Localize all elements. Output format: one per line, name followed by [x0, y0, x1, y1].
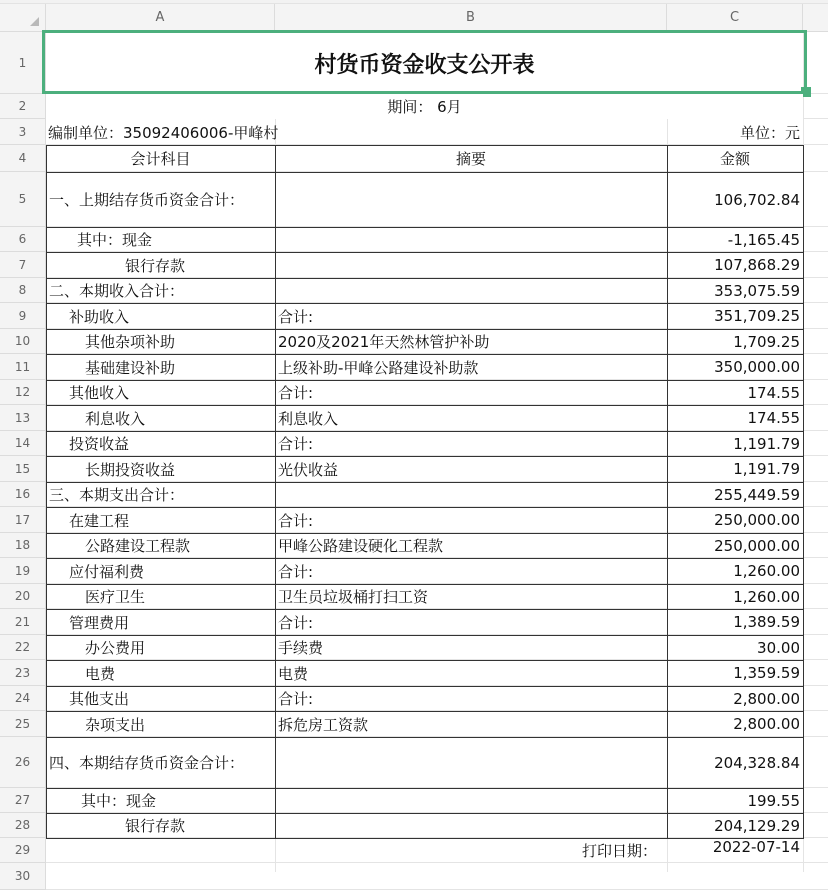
column-header-spare	[803, 4, 828, 32]
row-summary[interactable]: 合计:	[278, 511, 314, 530]
row-summary[interactable]	[275, 737, 667, 788]
table-border	[46, 533, 803, 534]
table-border	[46, 278, 803, 279]
table-border	[46, 172, 803, 173]
row-amount[interactable]: 1,191.79	[733, 434, 800, 453]
row-header[interactable]: 12	[0, 380, 46, 405]
print-date-value[interactable]: 2022-07-14	[712, 838, 800, 856]
row-amount[interactable]: 204,129.29	[714, 816, 800, 835]
row-summary[interactable]: 合计:	[278, 562, 314, 581]
row-account[interactable]: 其中：现金	[81, 792, 157, 810]
table-border	[275, 145, 276, 839]
table-border	[46, 660, 803, 661]
row-header[interactable]: 30	[0, 863, 46, 890]
row-summary[interactable]: 合计:	[278, 384, 314, 402]
row-amount[interactable]: 30.00	[757, 638, 800, 657]
row-summary[interactable]	[275, 227, 667, 252]
table-border	[46, 456, 803, 457]
selection-border	[42, 30, 807, 94]
row-account[interactable]: 电费	[85, 664, 116, 683]
row-summary[interactable]	[275, 172, 667, 227]
row-amount[interactable]: 350,000.00	[714, 358, 800, 376]
row-header[interactable]: 28	[0, 813, 46, 838]
table-border	[46, 635, 803, 636]
row-summary[interactable]	[275, 813, 667, 838]
column-header-a[interactable]: A	[46, 4, 275, 32]
row-summary[interactable]: 电费	[278, 664, 309, 683]
row-account[interactable]: 其他支出	[69, 690, 130, 708]
table-border	[46, 558, 803, 559]
print-date-label[interactable]: 打印日期：	[581, 842, 657, 860]
row-header[interactable]: 8	[0, 278, 46, 303]
row-amount[interactable]: 174.55	[747, 409, 800, 427]
currency-unit[interactable]: 单位：元	[739, 123, 800, 142]
row-account[interactable]: 基础建设补助	[85, 358, 176, 377]
table-border	[46, 145, 803, 146]
table-border	[46, 303, 803, 304]
row-amount[interactable]: 1,709.25	[733, 332, 800, 351]
table-border	[46, 431, 803, 432]
table-border	[803, 145, 804, 839]
row-amount[interactable]: 2,800.00	[733, 689, 800, 708]
row-account[interactable]: 补助收入	[69, 307, 130, 326]
row-amount[interactable]: 250,000.00	[714, 511, 800, 529]
row-summary[interactable]: 拆危房工资款	[278, 715, 369, 734]
row-header[interactable]: 1	[0, 32, 46, 94]
row-account[interactable]: 医疗卫生	[85, 588, 146, 606]
period-label[interactable]: 期间： 6月	[46, 94, 803, 119]
table-border	[46, 252, 803, 253]
row-amount[interactable]: 174.55	[747, 383, 800, 402]
row-header[interactable]: 20	[0, 584, 46, 609]
row-amount[interactable]: 1,191.79	[733, 460, 800, 478]
table-border	[46, 354, 803, 355]
row-header[interactable]: 24	[0, 686, 46, 711]
row-summary[interactable]: 合计:	[278, 435, 314, 453]
row-account[interactable]: 杂项支出	[85, 715, 146, 734]
row-summary[interactable]: 2020及2021年天然林管护补助	[278, 333, 490, 351]
row-header[interactable]: 23	[0, 660, 46, 686]
row-header[interactable]: 13	[0, 405, 46, 431]
row-amount[interactable]: 255,449.59	[714, 485, 800, 504]
table-border	[46, 711, 803, 712]
header-summary[interactable]: 摘要	[455, 150, 486, 168]
row-header[interactable]: 25	[0, 711, 46, 737]
table-border	[46, 145, 47, 839]
table-border	[46, 737, 803, 738]
row-header[interactable]: 11	[0, 354, 46, 380]
row-account[interactable]: 一、上期结存货币资金合计：	[49, 191, 245, 209]
row-header[interactable]: 9	[0, 303, 46, 329]
grid-row	[46, 863, 828, 890]
row-summary[interactable]: 合计:	[278, 613, 314, 632]
row-summary[interactable]	[275, 482, 667, 507]
row-account[interactable]: 其他收入	[69, 384, 130, 402]
row-header[interactable]: 7	[0, 252, 46, 278]
row-summary[interactable]: 手续费	[278, 639, 324, 657]
row-header[interactable]: 14	[0, 431, 46, 456]
row-header[interactable]: 4	[0, 145, 46, 172]
row-account[interactable]: 办公费用	[85, 639, 146, 657]
row-account[interactable]: 应付福利费	[69, 562, 145, 581]
row-account[interactable]: 银行存款	[125, 817, 186, 835]
row-header[interactable]: 29	[0, 838, 46, 863]
row-amount[interactable]: 1,260.00	[733, 562, 800, 580]
row-summary[interactable]	[275, 252, 667, 278]
row-header[interactable]: 21	[0, 609, 46, 635]
table-border	[46, 813, 803, 814]
table-border	[46, 380, 803, 381]
table-border	[667, 145, 668, 839]
row-account[interactable]: 其中：现金	[77, 231, 153, 249]
table-border	[46, 482, 803, 483]
row-header[interactable]: 6	[0, 227, 46, 252]
row-account[interactable]: 四、本期结存货币资金合计：	[49, 754, 245, 772]
table-border	[46, 329, 803, 330]
table-border	[46, 609, 803, 610]
table-border	[46, 686, 803, 687]
column-header-b[interactable]: B	[275, 4, 667, 32]
row-amount[interactable]: 1,260.00	[733, 587, 800, 606]
row-account[interactable]: 管理费用	[69, 613, 130, 632]
row-account[interactable]: 长期投资收益	[85, 460, 176, 479]
row-account[interactable]: 二、本期收入合计：	[49, 282, 185, 300]
row-amount[interactable]: 199.55	[747, 791, 800, 810]
row-header[interactable]: 19	[0, 558, 46, 584]
row-amount[interactable]: -1,165.45	[727, 230, 800, 249]
row-header[interactable]: 2	[0, 94, 46, 119]
header-account[interactable]: 会计科目	[130, 150, 191, 168]
row-header[interactable]: 5	[0, 172, 46, 227]
row-account[interactable]: 其他杂项补助	[85, 333, 176, 351]
row-account[interactable]: 三、本期支出合计：	[49, 486, 185, 504]
row-amount[interactable]: 106,702.84	[714, 190, 800, 209]
row-header[interactable]: 22	[0, 635, 46, 660]
row-header[interactable]: 26	[0, 737, 46, 788]
compiling-unit[interactable]: 编制单位：35092406006-甲峰村	[48, 123, 279, 142]
row-header[interactable]: 15	[0, 456, 46, 482]
row-amount[interactable]: 250,000.00	[714, 536, 800, 555]
table-border	[46, 507, 803, 508]
row-amount[interactable]: 353,075.59	[714, 281, 800, 300]
row-summary[interactable]: 上级补助-甲峰公路建设补助款	[278, 358, 479, 377]
row-summary[interactable]: 利息收入	[278, 409, 339, 428]
row-summary[interactable]	[275, 788, 667, 813]
row-header[interactable]: 18	[0, 533, 46, 558]
table-border	[46, 788, 803, 789]
row-header[interactable]: 27	[0, 788, 46, 813]
row-account[interactable]: 利息收入	[85, 409, 146, 428]
select-all-corner[interactable]	[0, 4, 46, 32]
row-amount[interactable]: 351,709.25	[714, 307, 800, 325]
row-header[interactable]: 16	[0, 482, 46, 507]
row-summary[interactable]: 甲峰公路建设硬化工程款	[278, 537, 444, 555]
row-header[interactable]: 10	[0, 329, 46, 354]
row-summary[interactable]	[275, 278, 667, 303]
row-account[interactable]: 银行存款	[125, 256, 186, 275]
row-summary[interactable]: 合计:	[278, 307, 314, 326]
row-account[interactable]: 投资收益	[69, 435, 130, 453]
row-amount[interactable]: 204,328.84	[714, 753, 800, 772]
table-border	[46, 227, 803, 228]
row-header[interactable]: 17	[0, 507, 46, 533]
table-border	[46, 405, 803, 406]
row-account[interactable]: 在建工程	[69, 511, 130, 530]
row-amount[interactable]: 2,800.00	[733, 715, 800, 733]
row-amount[interactable]: 107,868.29	[714, 256, 800, 274]
row-summary[interactable]: 光伏收益	[278, 460, 339, 479]
row-summary[interactable]: 合计:	[278, 690, 314, 708]
row-summary[interactable]: 卫生员垃圾桶打扫工资	[278, 588, 429, 606]
page-title[interactable]: 村货币资金收支公开表	[46, 32, 803, 94]
row-account[interactable]: 公路建设工程款	[85, 537, 191, 555]
row-amount[interactable]: 1,389.59	[733, 613, 800, 631]
row-header[interactable]: 3	[0, 119, 46, 145]
row-amount[interactable]: 1,359.59	[733, 664, 800, 682]
header-amount[interactable]: 金额	[719, 150, 750, 168]
column-header-c[interactable]: C	[667, 4, 803, 32]
table-border	[46, 584, 803, 585]
